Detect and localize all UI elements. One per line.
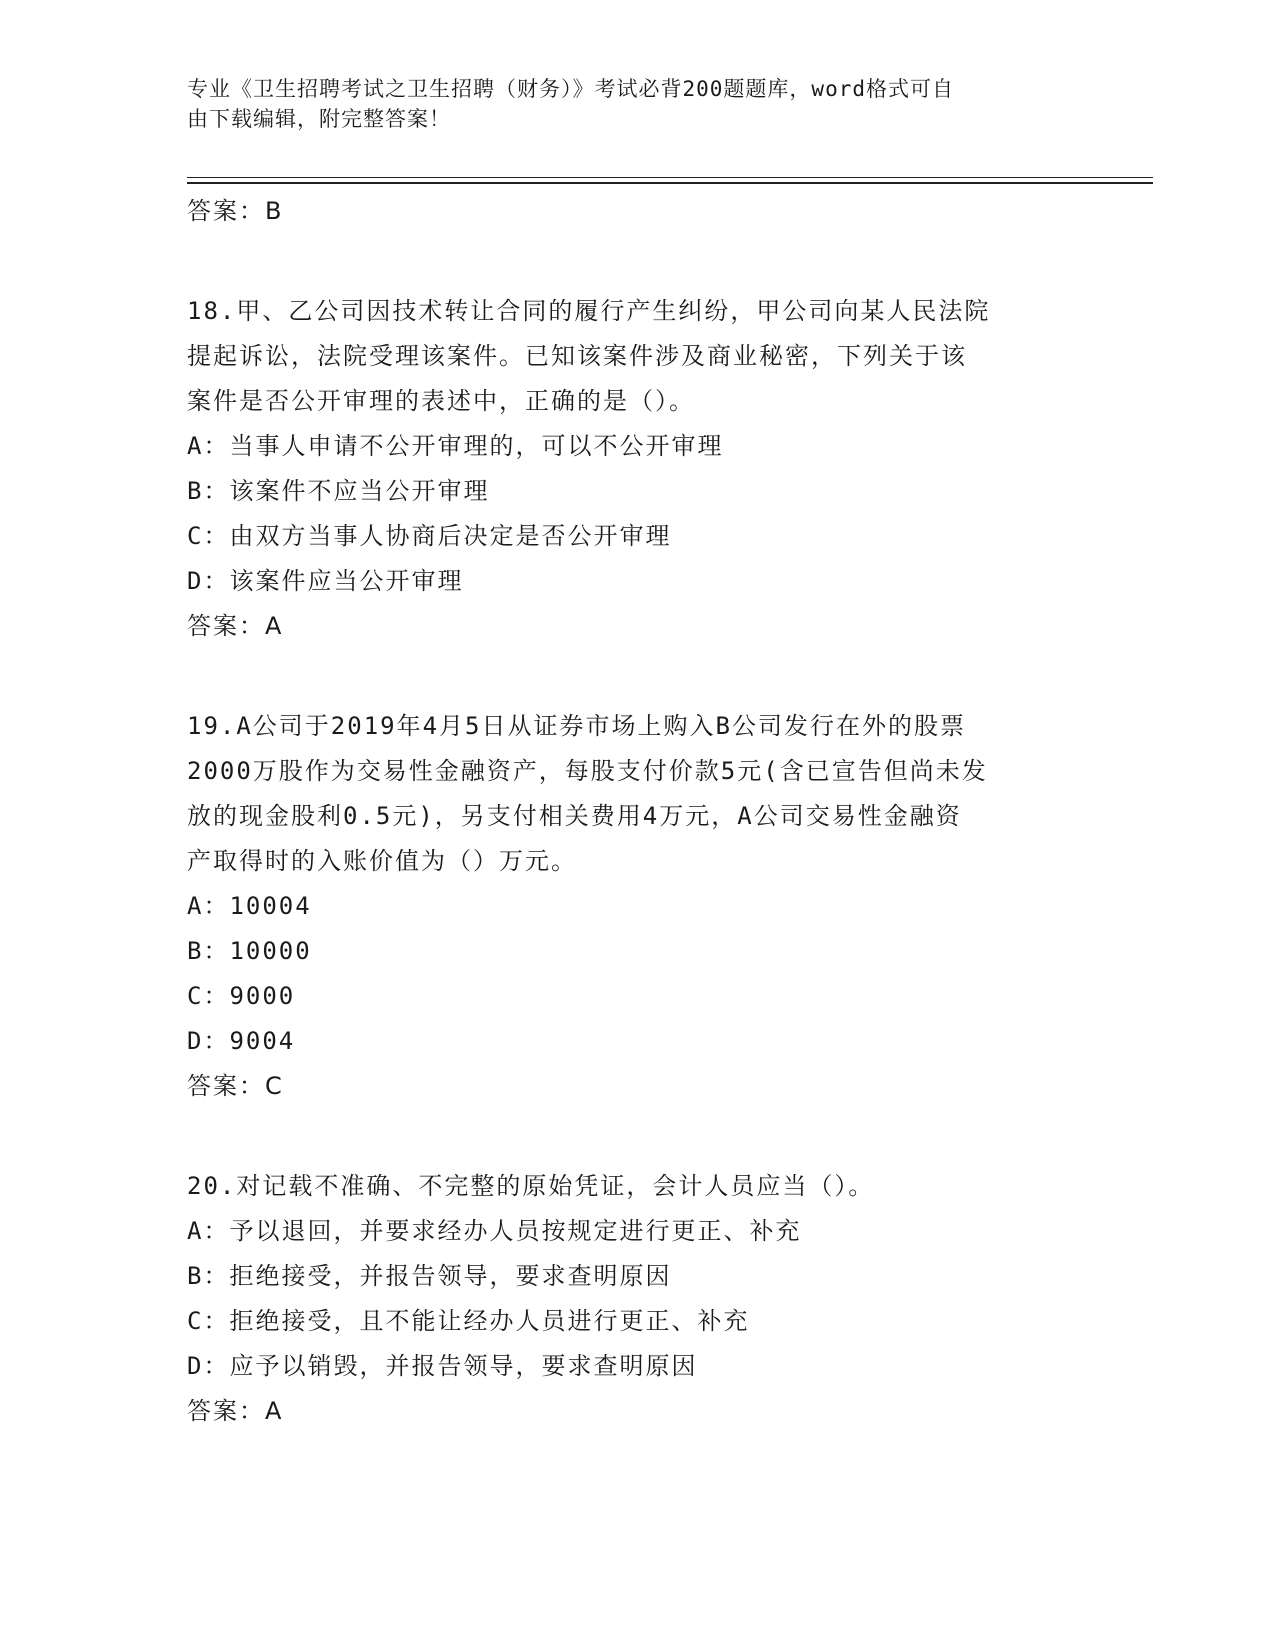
header-line-1: 专业《卫生招聘考试之卫生招聘（财务）》考试必背200题题库，word格式可自 (187, 77, 954, 101)
answer-label: 答案：A (187, 612, 284, 640)
option-b: B：10000 (187, 937, 312, 965)
option-c: C：由双方当事人协商后决定是否公开审理 (187, 522, 672, 550)
question-stem-line: 放的现金股利0.5元)，另支付相关费用4万元，A公司交易性金融资 (187, 802, 962, 830)
question-stem (187, 289, 1087, 424)
spacer (187, 648, 1087, 704)
option-a: A：予以退回，并要求经办人员按规定进行更正、补充 (187, 1217, 802, 1245)
header-line-2: 由下载编辑，附完整答案！ (187, 107, 451, 131)
option-d: D：9004 (187, 1027, 296, 1055)
header-divider-thick (187, 182, 1153, 184)
option-b: B：该案件不应当公开审理 (187, 477, 490, 505)
option-c: C：拒绝接受，且不能让经办人员进行更正、补充 (187, 1307, 750, 1335)
spacer (187, 233, 1087, 289)
question-block (187, 289, 1087, 648)
option-a: A：10004 (187, 892, 312, 920)
header-divider-thin (187, 177, 1153, 178)
answer-label: 答案：A (187, 1397, 284, 1425)
question-stem-line: 案件是否公开审理的表述中，正确的是（）。 (187, 387, 695, 415)
question-stem (187, 704, 1087, 884)
question-stem-line: 产取得时的入账价值为（）万元。 (187, 847, 577, 875)
option-c: C：9000 (187, 982, 296, 1010)
option-d: D：应予以销毁，并报告领导，要求查明原因 (187, 1352, 698, 1380)
questions-content (187, 189, 1087, 1433)
question-stem-line: 提起诉讼，法院受理该案件。已知该案件涉及商业秘密，下列关于该 (187, 342, 967, 370)
option-d: D：该案件应当公开审理 (187, 567, 464, 595)
question-stem-line: 19.A公司于2019年4月5日从证券市场上购入B公司发行在外的股票 (187, 712, 966, 740)
option-b: B：拒绝接受，并报告领导，要求查明原因 (187, 1262, 672, 1290)
question-stem-line: 2000万股作为交易性金融资产，每股支付价款5元(含已宣告但尚未发 (187, 757, 988, 785)
question-stem (187, 1164, 1087, 1209)
spacer (187, 1108, 1087, 1164)
question-block (187, 1164, 1087, 1433)
document-header (187, 74, 1067, 134)
question-stem-line: 20.对记载不准确、不完整的原始凭证，会计人员应当（）。 (187, 1172, 875, 1200)
question-stem-line: 18.甲、乙公司因技术转让合同的履行产生纠纷，甲公司向某人民法院 (187, 297, 991, 325)
question-block (187, 704, 1087, 1108)
answer-label: 答案：C (187, 1072, 284, 1100)
previous-answer: 答案：B (187, 197, 284, 225)
option-a: A：当事人申请不公开审理的，可以不公开审理 (187, 432, 724, 460)
